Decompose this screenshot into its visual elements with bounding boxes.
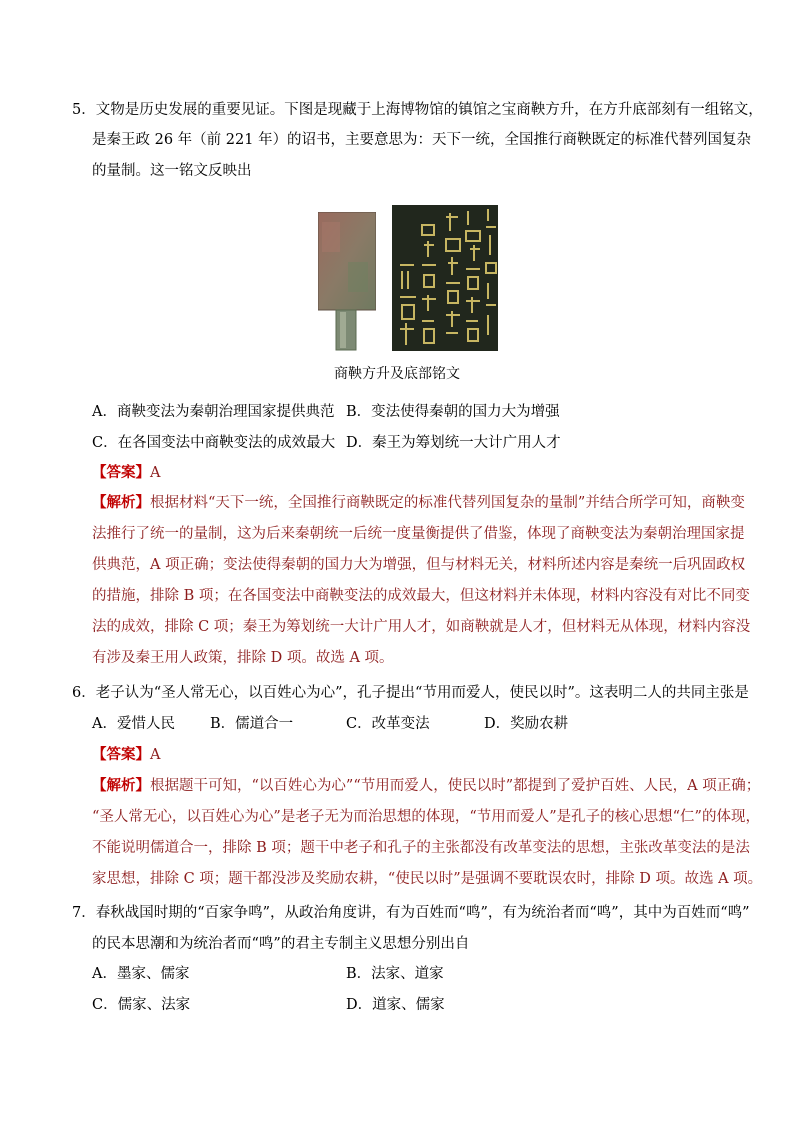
q5-analysis-line-4: 的措施，排除 B 项；在各国变法中商鞅变法的成效最大，但这材料并未体现，材料内容没有对比不同变 bbox=[92, 588, 750, 604]
q5-line-3: 的量制。这一铭文反映出 bbox=[92, 163, 252, 179]
q6-option-d: D．奖励农耕 bbox=[484, 716, 569, 732]
q7-option-b: B．法家、道家 bbox=[346, 966, 444, 982]
answer-tag: 【答案】 bbox=[92, 746, 150, 763]
q5-option-c: C．在各国变法中商鞅变法的成效最大 bbox=[92, 435, 336, 451]
analysis-tag: 【解析】 bbox=[92, 777, 150, 794]
q6-analysis-line-4: 家思想，排除 C 项；题干都没涉及奖励农耕，“使民以时”是强调不要耽误农时，排除 D 项。故选 A 项。 bbox=[92, 871, 763, 887]
q5-analysis-line-1 bbox=[92, 493, 745, 513]
q6-analysis-line-2: “圣人常无心，以百姓心为心”是老子无为而治思想的体现，“节用而爱人”是孔子的核心思想“仁”的体现， bbox=[92, 809, 760, 825]
q6-option-b: B．儒道合一 bbox=[210, 716, 294, 732]
q5-analysis-line-5: 法的成效，排除 C 项；秦王为筹划统一大计广用人才，如商鞅就是人才，但材料无从体现，材料内容没 bbox=[92, 619, 751, 635]
q5-analysis-line-6: 有涉及秦王用人政策，排除 D 项。故选 A 项。 bbox=[92, 650, 394, 666]
analysis-text: 根据材料“天下一统，全国推行商鞅既定的标准代替列国复杂的量制”并结合所学可知，商鞅变 bbox=[150, 495, 745, 511]
q6-option-c: C．改革变法 bbox=[346, 716, 430, 732]
q5-answer bbox=[92, 463, 160, 483]
figure-caption: 商鞅方升及底部铭文 bbox=[334, 366, 460, 382]
q7-line-1: 7．春秋战国时期的“百家争鸣”，从政治角度讲，有为百姓而“鸣”，有为统治者而“鸣”，其中为百姓而“鸣” bbox=[72, 905, 750, 921]
answer-value: A bbox=[150, 465, 161, 481]
q7-line-2: 的民本思潮和为统治者而“鸣”的君主专制主义思想分别出自 bbox=[92, 936, 470, 952]
analysis-tag: 【解析】 bbox=[92, 494, 150, 511]
q6-analysis-line-1 bbox=[92, 776, 760, 796]
q5-option-d: D．秦王为筹划统一大计广用人才 bbox=[346, 435, 561, 451]
answer-value: A bbox=[150, 747, 161, 763]
q5-analysis-line-3: 供典范，A 项正确；变法使得秦朝的国力大为增强，但与材料无关，材料所述内容是秦统一后巩固政权 bbox=[92, 557, 746, 573]
bronze-measure-photo bbox=[318, 212, 376, 352]
q7-option-d: D．道家、儒家 bbox=[346, 997, 445, 1013]
q7-option-c: C．儒家、法家 bbox=[92, 997, 191, 1013]
q6-analysis-line-3: 不能说明儒道合一，排除 B 项；题干中老子和孔子的主张都没有改革变法的思想，主张改革变法的是法 bbox=[92, 840, 750, 856]
q6-answer bbox=[92, 745, 160, 765]
q5-option-b: B．变法使得秦朝的国力大为增强 bbox=[346, 404, 560, 420]
q6-option-a: A．爱惜人民 bbox=[92, 716, 175, 732]
q5-analysis-line-2: 法推行了统一的量制，这为后来秦朝统一后统一度量衡提供了借鉴，体现了商鞅变法为秦朝治理国家提 bbox=[92, 526, 745, 542]
q5-option-a: A．商鞅变法为秦朝治理国家提供典范 bbox=[92, 404, 335, 420]
q7-option-a: A．墨家、儒家 bbox=[92, 966, 190, 982]
answer-tag: 【答案】 bbox=[92, 464, 150, 481]
q6-stem: 6．老子认为“圣人常无心，以百姓心为心”，孔子提出“节用而爱人，使民以时”。这表明二人的共同主张是 bbox=[72, 685, 749, 701]
q5-line-2: 是秦王政 26 年（前 221 年）的诏书，主要意思为：天下一统，全国推行商鞅既定的标准代替列国复杂 bbox=[92, 132, 752, 148]
q5-line-1: 5．文物是历史发展的重要见证。下图是现藏于上海博物馆的镇馆之宝商鞅方升，在方升底部刻有一组铭文， bbox=[72, 102, 763, 118]
inscription-photo bbox=[392, 205, 498, 351]
analysis-text: 根据题干可知，“以百姓心为心”“节用而爱人，使民以时”都提到了爱护百姓、人民，A 项正确； bbox=[150, 778, 761, 794]
